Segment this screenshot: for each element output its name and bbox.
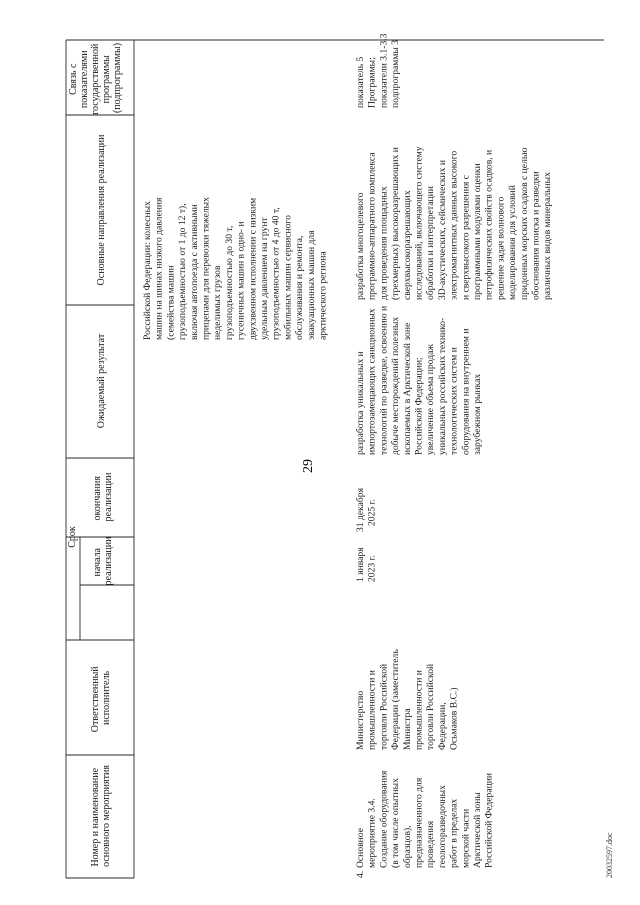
row-start-date: 1 января 2023 г. (355, 547, 378, 582)
header-result: Ожидаемый результат (96, 333, 107, 429)
row-directions: разработка многоцелевого программно-аппаратного комплекса для проведения площадных (трехмерных) высокоразрешающих и сверхвысокоразрешающих исследований, включающего систему обработки и интерпретации 3D-акустических, сейсмических и электромагнитных данных высокого и сверхвысокого разрешения с программными модулями оценки петрофизических свойств осадков, и решение задач волнового моделирования для условий придонных морских осадков с целью обоснования поиска и разведки различных видов минеральных (355, 146, 554, 300)
row-link: показатель 5 Программы; показатели 3.1-3.3 подпрограммы 3 (355, 33, 402, 108)
page-number: 29 (301, 459, 316, 473)
header-term-start: начала реализации (92, 536, 114, 586)
doc-code: 20032597.doc (605, 832, 614, 878)
header-term-end: окончания реализации (92, 472, 114, 522)
header-term: Срок (67, 526, 78, 548)
row-end-date: 31 декабря 2025 г. (355, 488, 378, 532)
row-name: Основное мероприятие 3.4. Создание оборудования (в том числе опытных образцов), предназначенного для проведения геологоразведочных работ в пределах морской части Арктической зоны Российской Федерации (355, 770, 495, 868)
table-row (355, 31, 553, 878)
header-directions: Основные направления реализации (96, 134, 107, 286)
header-responsible: Ответственный исполнитель (90, 666, 112, 733)
table-header (67, 41, 123, 867)
row-responsible: Министерство промышленности и торговли Российской Федерации (заместитель Министра промышленности и торговли Российской Федерации, Осьмаков В.С.) (355, 649, 460, 750)
row-number: 4. (355, 870, 366, 878)
header-number-name: Номер и наименование основного мероприятия (90, 765, 112, 867)
row-result: разработка уникальных и импортозамещающих санкционных технологий по разведке, освоению и добыче месторождений полезных ископаемых в Арктической зоне Российской Федерации; увеличение объема продаж уникальных российских технико- технологических систем и оборудования на внутреннем и зарубежном рынках (355, 305, 483, 455)
continuation-row (142, 195, 328, 340)
continuation-directions: Российской Федерации: колесных машин на шинах низкого давления (семейства машин грузоподъемностью от 1 до 12 т), включая автопоезда с активными прицепами для перевозки тяжелых неделимых грузов грузоподъемностью до 30 т, гусеничных машин в одно- и двухзвенном исполнении с низким удельным давлением на грунт грузоподъемностью от 4 до 40 т, мобильных машин сервисного обслуживания и ремонта, эвакуационных машин для арктического региона (142, 197, 329, 340)
header-link: Связь с показателями государственной программы (подпрограммы) (68, 42, 123, 115)
